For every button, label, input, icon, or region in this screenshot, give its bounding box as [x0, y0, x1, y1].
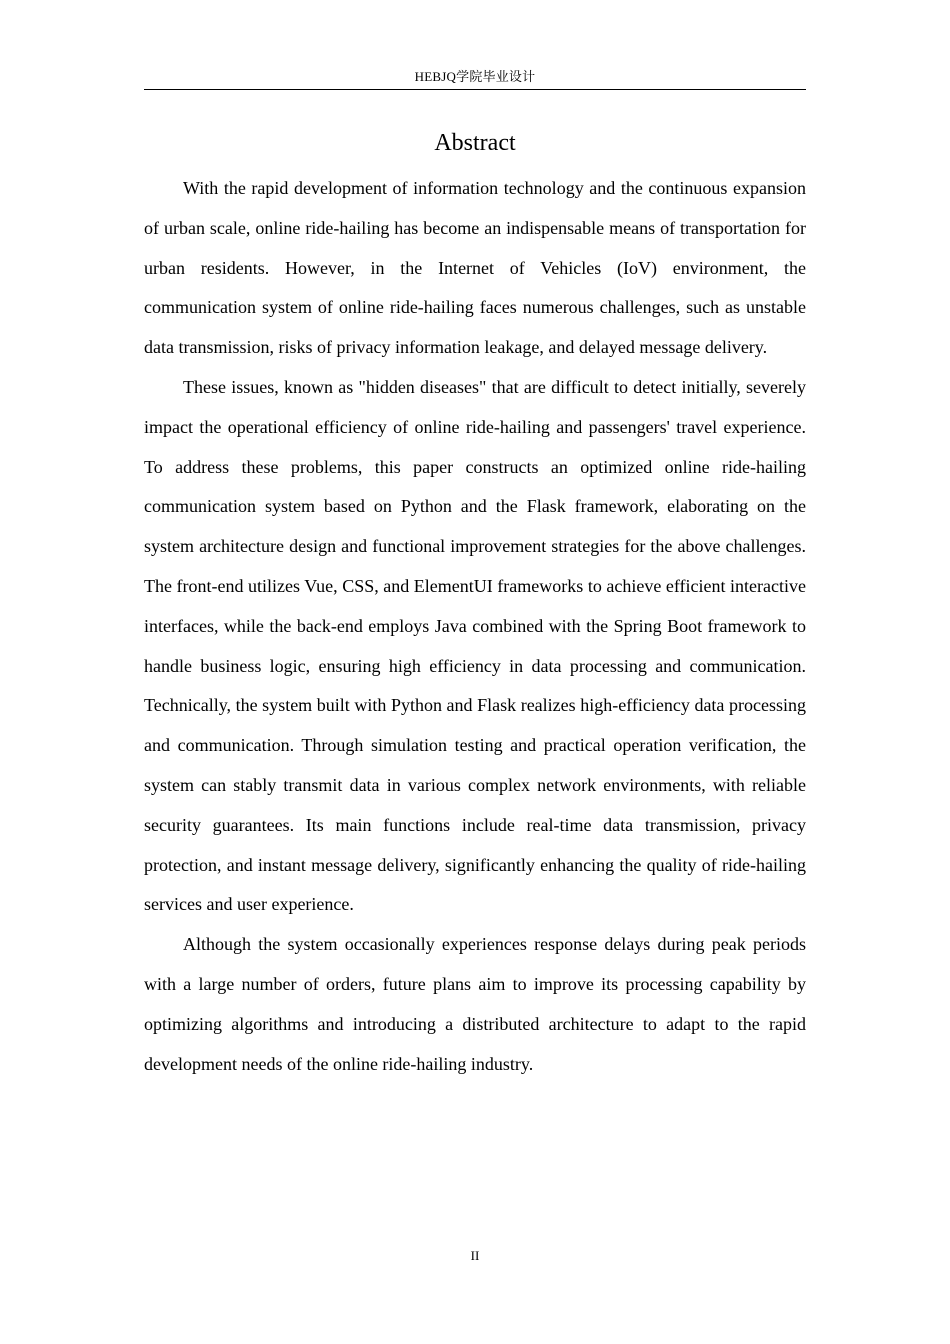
page-number: II	[470, 1248, 480, 1263]
header-divider	[144, 89, 806, 90]
running-header: HEBJQ学院毕业设计	[414, 69, 536, 84]
abstract-paragraph-1: With the rapid development of information technology and the continuous expansion of urban scale, online ride-hailing has become an indispensable means of transportation for urban residents. However, in the Internet of Vehicles (IoV) environment, the communication system of online ride-hailing faces numerous challenges, such as unstable data transmission, risks of privacy information leakage, and delayed message delivery.	[144, 178, 806, 358]
abstract-title: Abstract	[434, 130, 516, 156]
abstract-body	[144, 169, 806, 1084]
abstract-paragraph-2: These issues, known as "hidden diseases" that are difficult to detect initially, severely impact the operational efficiency of online ride-hailing and passengers' travel experience. To address these problems, this paper constructs an optimized online ride-hailing communication system based on Python and the Flask framework, elaborating on the system architecture design and functional improvement strategies for the above challenges. The front-end utilizes Vue, CSS, and ElementUI frameworks to achieve efficient interactive interfaces, while the back-end employs Java combined with the Spring Boot framework to handle business logic, ensuring high efficiency in data processing and communication. Technically, the system built with Python and Flask realizes high-efficiency data processing and communication. Through simulation testing and practical operation verification, the system can stably transmit data in various complex network environments, with reliable security guarantees. Its main functions include real-time data transmission, privacy protection, and instant message delivery, significantly enhancing the quality of ride-hailing services and user experience.	[144, 376, 806, 915]
abstract-paragraph-3: Although the system occasionally experiences response delays during peak periods with a large number of orders, future plans aim to improve its processing capability by optimizing algorithms and introducing a distributed architecture to adapt to the rapid development needs of the online ride-hailing industry.	[144, 934, 806, 1074]
